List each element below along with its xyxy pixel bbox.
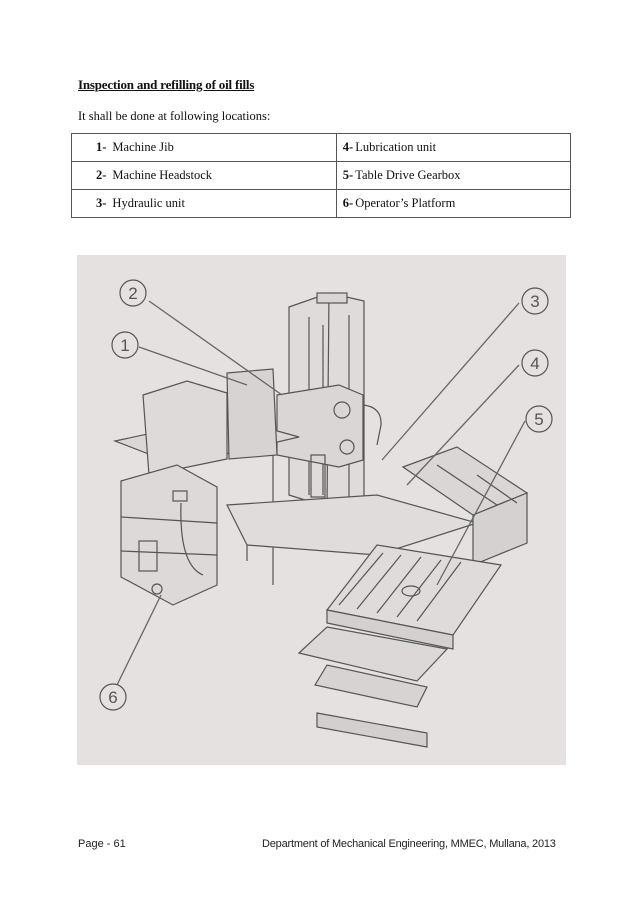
table-row (72, 190, 571, 218)
svg-text:1: 1 (120, 336, 130, 355)
machine-diagram (77, 255, 566, 765)
svg-text:4: 4 (530, 354, 540, 373)
operator-platform (121, 465, 217, 605)
carriage (299, 627, 447, 747)
intro-text: It shall be done at following locations: (78, 109, 271, 123)
table-cell: 5- Table Drive Gearbox (336, 162, 570, 190)
svg-text:6: 6 (108, 688, 118, 707)
table-drive (403, 447, 527, 565)
table-cell: 1- Machine Jib (72, 134, 337, 162)
callout-5 (526, 406, 552, 432)
svg-text:5: 5 (534, 410, 544, 429)
callout-1 (112, 332, 138, 358)
table-cell: 2- Machine Headstock (72, 162, 337, 190)
locations-table (71, 133, 571, 218)
table-row (72, 134, 571, 162)
svg-text:3: 3 (530, 292, 540, 311)
page-number: Page - 61 (78, 838, 126, 850)
table-cell: 4- Lubrication unit (336, 134, 570, 162)
callout-4 (522, 350, 548, 376)
callout-6 (100, 684, 126, 710)
footer-department: Department of Mechanical Engineering, MMEC, Mullana, 2013 (262, 838, 556, 850)
callout-2 (120, 280, 146, 306)
table-cell: 6- Operator’s Platform (336, 190, 570, 218)
callout-3 (522, 288, 548, 314)
table-cell: 3- Hydraulic unit (72, 190, 337, 218)
section-heading: Inspection and refilling of oil fills (78, 77, 255, 92)
svg-text:2: 2 (128, 284, 138, 303)
table-row (72, 162, 571, 190)
